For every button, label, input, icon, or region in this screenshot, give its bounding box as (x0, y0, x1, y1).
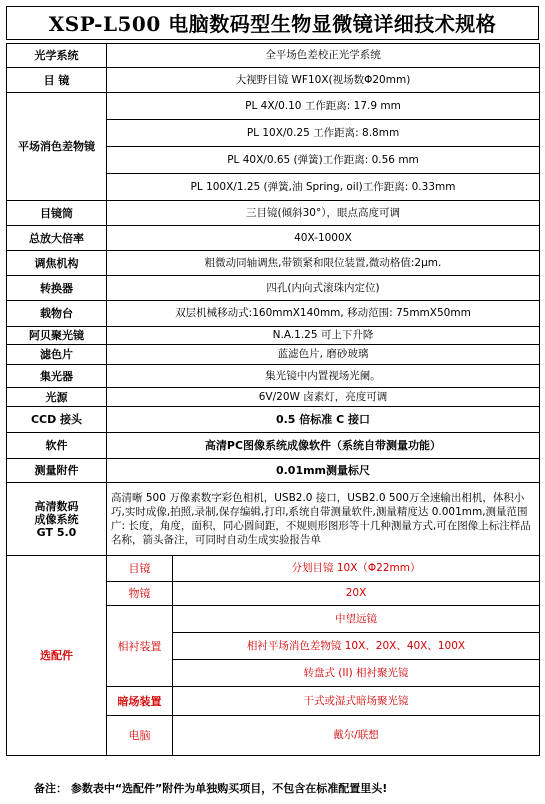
optional-value: 中望远镜 (173, 606, 540, 633)
spec-label: 光学系统 (7, 44, 107, 68)
footnote: 备注： 参数表中“选配件”附件为单独购买项目，不包含在标准配置里头! (34, 782, 388, 795)
spec-row-optical-system (7, 44, 540, 68)
camera-label-line: 高清数码 (34, 499, 79, 513)
camera-label-line: GT 5.0 (36, 525, 77, 539)
spec-value: 双层机械移动式:160mmX140mm, 移动范围: 75mmX50mm (107, 301, 540, 327)
spec-label: 阿贝聚光镜 (7, 327, 107, 345)
spec-value: 全平场色差校正光学系统 (107, 44, 540, 68)
spec-value: N.A.1.25 可上下升降 (107, 327, 540, 345)
spec-label: 平场消色差物镜 (7, 93, 107, 201)
spec-label: 测量附件 (7, 459, 107, 483)
spec-row-filter (7, 345, 540, 365)
spec-value: 大视野目镜 WF10X(视场数Φ20mm) (107, 68, 540, 93)
optional-label: 选配件 (7, 556, 107, 756)
spec-label: 目镜筒 (7, 201, 107, 226)
spec-label: 软件 (7, 433, 107, 459)
spec-value: PL 10X/0.25 工作距离: 8.8mm (107, 120, 540, 147)
spec-row-magnification (7, 226, 540, 251)
spec-value: 高清PC图像系统成像软件（系统自带测量功能） (107, 433, 540, 459)
optional-sub-label: 物镜 (107, 582, 173, 606)
spec-row-accessory (7, 459, 540, 483)
optional-sub-label: 电脑 (107, 716, 173, 756)
spec-value: 三目镜(倾斜30°），眼点高度可调 (107, 201, 540, 226)
spec-row-focus (7, 251, 540, 276)
spec-label: 滤色片 (7, 345, 107, 365)
optional-row (7, 556, 540, 582)
spec-row-nosepiece (7, 276, 540, 301)
spec-row-ccd (7, 407, 540, 433)
optional-sub-label: 暗场装置 (107, 687, 173, 716)
spec-value: 40X-1000X (107, 226, 540, 251)
spec-row-eyepiece (7, 68, 540, 93)
spec-value: 蓝滤色片, 磨砂玻璃 (107, 345, 540, 365)
spec-label: 集光器 (7, 365, 107, 388)
spec-table (6, 43, 540, 756)
spec-row-software (7, 433, 540, 459)
spec-value: 集光镜中内置视场光阑。 (107, 365, 540, 388)
spec-label: 目 镜 (7, 68, 107, 93)
spec-label: 载物台 (7, 301, 107, 327)
camera-label-line: 成像系统 (34, 512, 79, 526)
optional-sub-label: 相衬装置 (107, 606, 173, 687)
spec-value: 6V/20W 卤素灯，亮度可调 (107, 388, 540, 407)
optional-value: 干式或湿式暗场聚光镜 (173, 687, 540, 716)
optional-value: 转盘式 (II) 相衬聚光镜 (173, 660, 540, 687)
spec-value: 粗微动同轴调焦,带锁紧和限位装置,微动格值:2μm. (107, 251, 540, 276)
spec-label: CCD 接头 (7, 407, 107, 433)
optional-value: 分划目镜 10X（Φ22mm） (173, 556, 540, 582)
spec-value: 高清晰 500 万像素数字彩色相机，USB2.0 接口，USB2.0 500万全速输出相机，体积小巧,实时成像,拍照,录制,保存编辑,打印,系统自带测量软件,测量精度达 0.001mm,测量范围广: 长度，角度，面积，同心圆间距，不规则形图形等十几种测量方式,可在图像上标注样品名称，箭头备注，可同时自动生成实验报告单 (107, 483, 540, 556)
spec-value: PL 4X/0.10 工作距离: 17.9 mm (107, 93, 540, 120)
optional-value: 20X (173, 582, 540, 606)
spec-row-camera (7, 483, 540, 556)
spec-value: 四孔(内向式滚珠内定位) (107, 276, 540, 301)
spec-label (7, 483, 107, 556)
page-title: XSP-L500 电脑数码型生物显微镜详细技术规格 (6, 6, 539, 40)
spec-row-abbe (7, 327, 540, 345)
spec-row-stage (7, 301, 540, 327)
spec-value: 0.5 倍标准 C 接口 (107, 407, 540, 433)
spec-row-objective (7, 93, 540, 120)
spec-label: 总放大倍率 (7, 226, 107, 251)
spec-label: 光源 (7, 388, 107, 407)
optional-sub-label: 目镜 (107, 556, 173, 582)
optional-value: 相衬平场消色差物镜 10X、20X、40X、100X (173, 633, 540, 660)
spec-label: 调焦机构 (7, 251, 107, 276)
spec-label: 转换器 (7, 276, 107, 301)
spec-row-tube (7, 201, 540, 226)
spec-value: PL 100X/1.25 (弹簧,油 Spring, oil)工作距离: 0.33mm (107, 174, 540, 201)
spec-value: 0.01mm测量标尺 (107, 459, 540, 483)
optional-value: 戴尔/联想 (173, 716, 540, 756)
spec-value: PL 40X/0.65 (弹簧)工作距离: 0.56 mm (107, 147, 540, 174)
spec-row-light (7, 388, 540, 407)
spec-row-condenser (7, 365, 540, 388)
